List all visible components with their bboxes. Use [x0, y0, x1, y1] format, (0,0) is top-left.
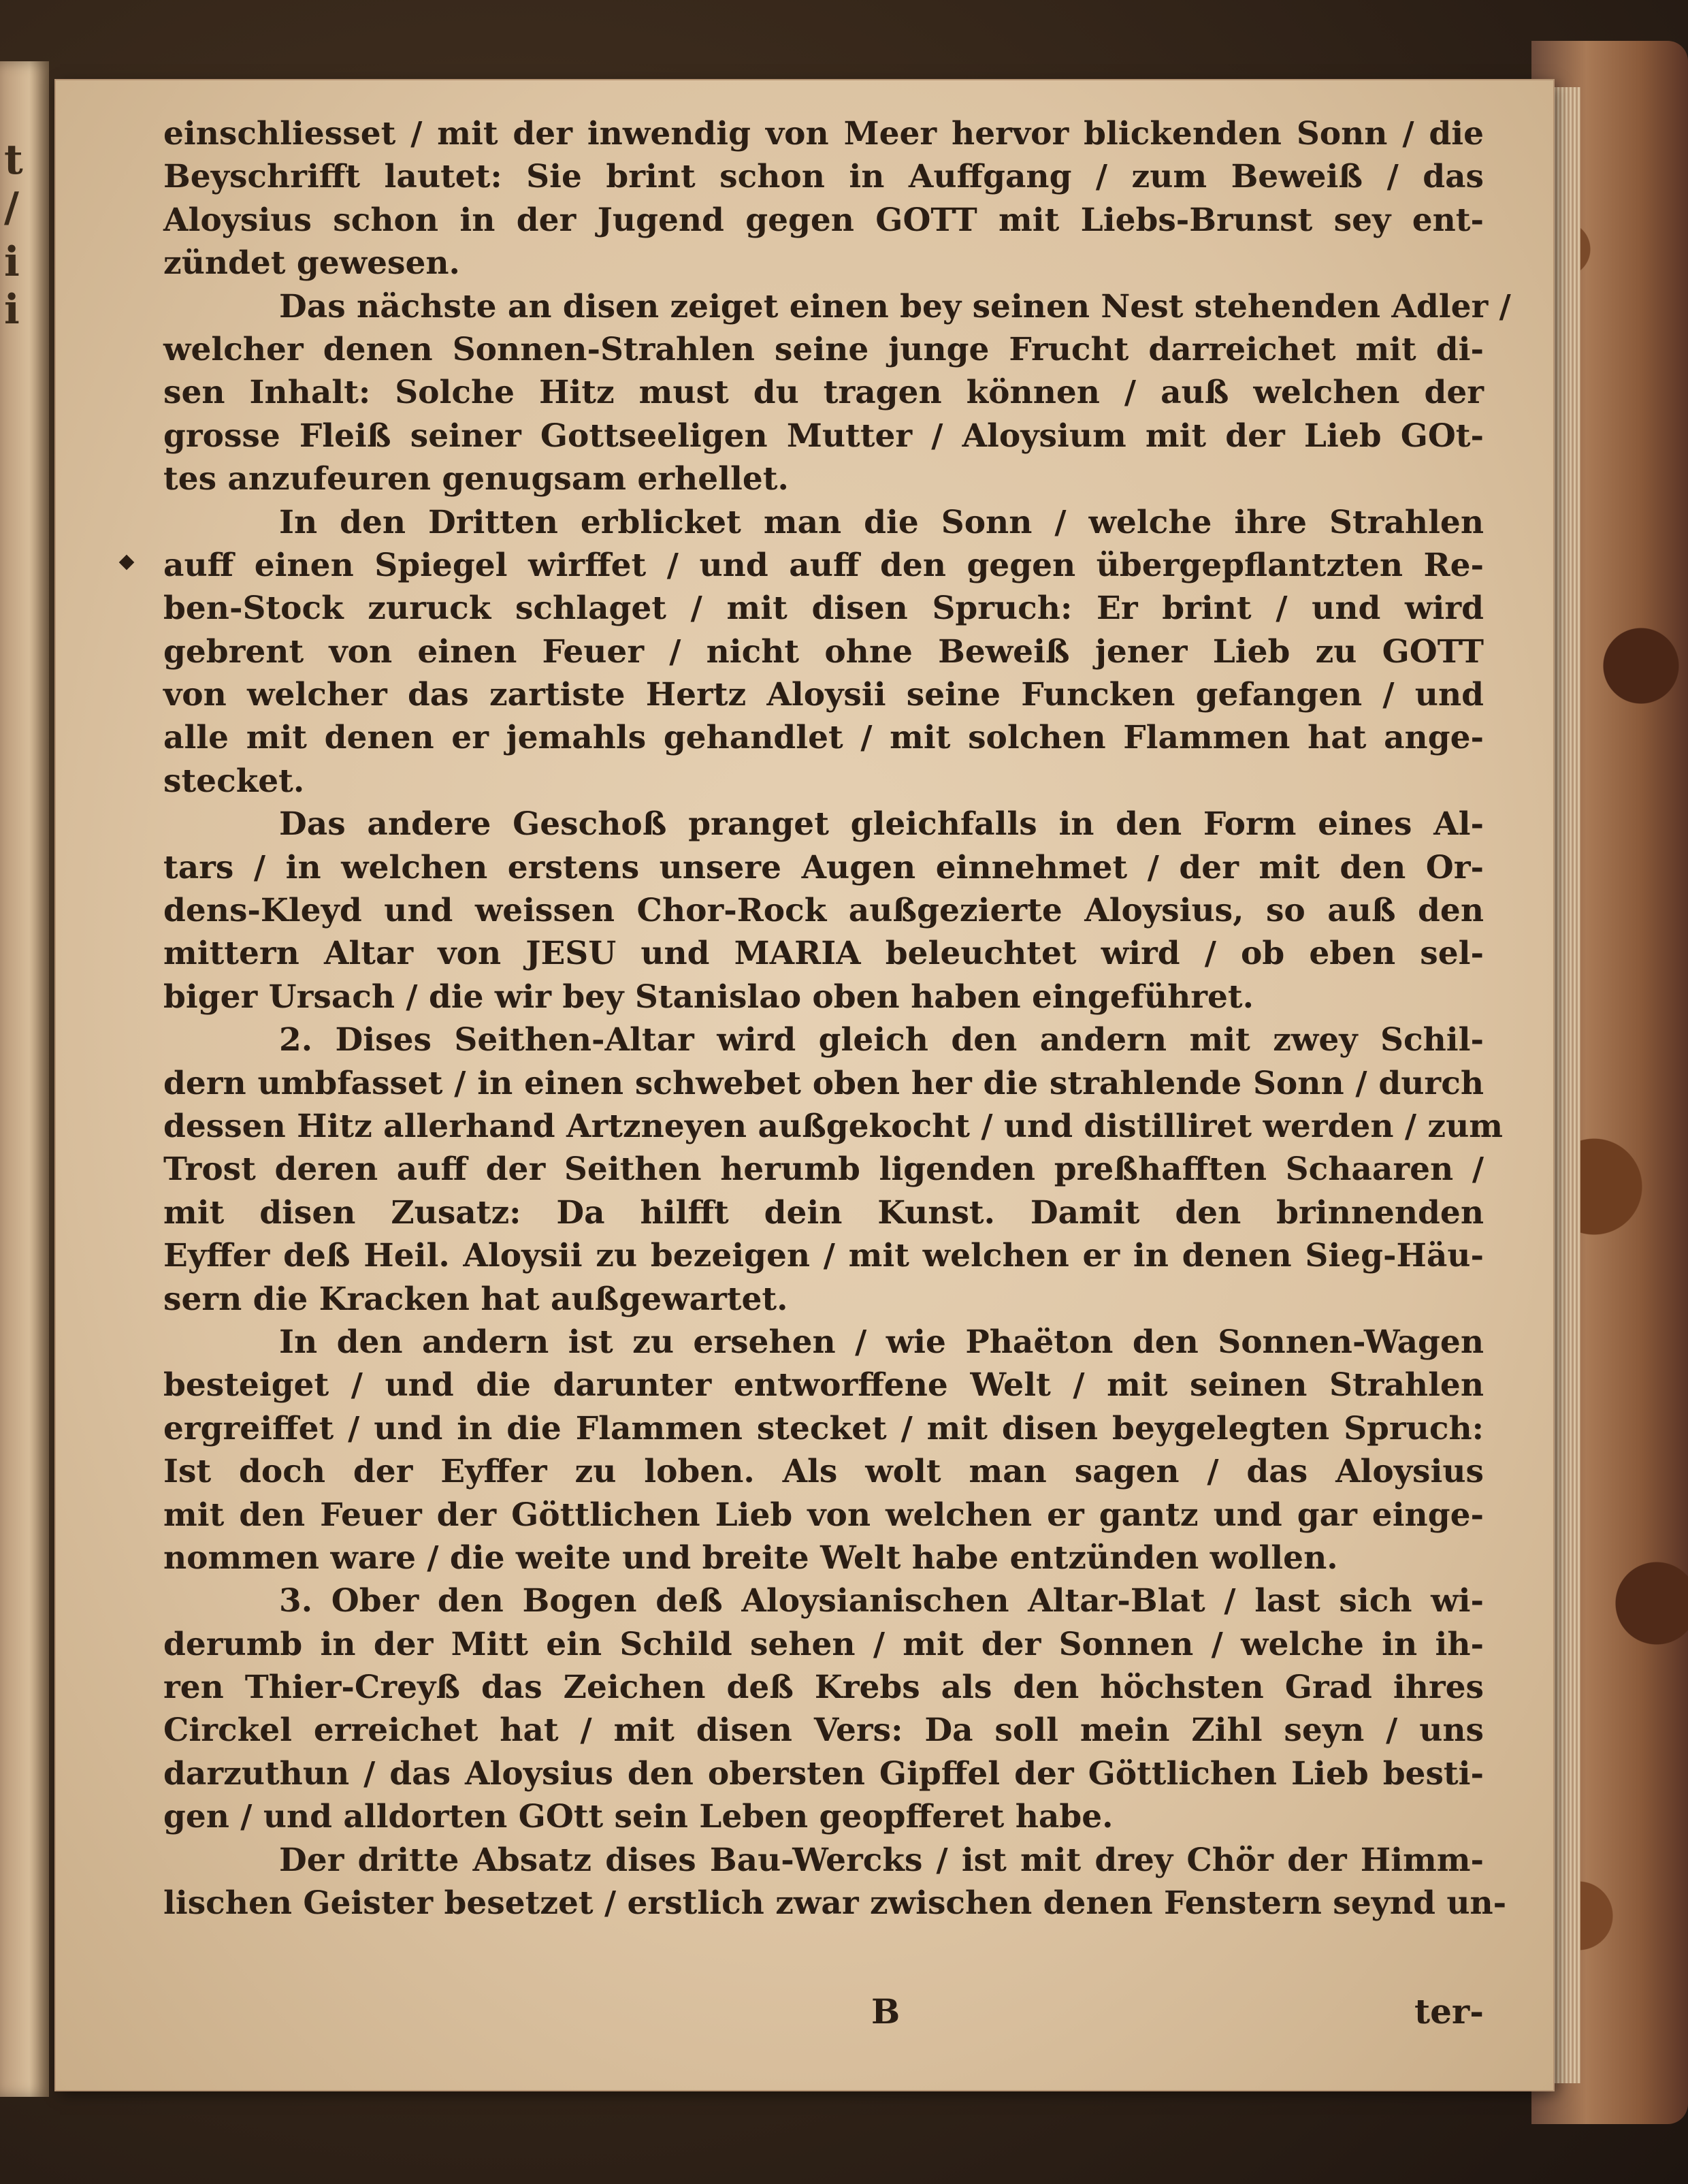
text-line: dern umbfasset / in einen schwebet oben her die strahlende Sonn / durch: [163, 1064, 1484, 1102]
text-line: besteiget / und die darunter entworffene Welt / mit seinen Strahlen: [163, 1366, 1484, 1404]
left-page-mark: t: [4, 136, 23, 184]
text-line: gen / und alldorten GOtt sein Leben geopfferet habe.: [163, 1798, 1114, 1836]
text-line: welcher denen Sonnen-Strahlen seine junge Frucht darreichet mit di-: [163, 330, 1484, 368]
catchword: ter-: [1414, 1991, 1484, 2032]
signature-mark: B: [871, 1991, 900, 2032]
text-line: sen Inhalt: Solche Hitz must du tragen können / auß welchen der: [163, 374, 1484, 412]
page-footer: [163, 1991, 1484, 2032]
text-line: Der dritte Absatz dises Bau-Wercks / ist mit drey Chör der Himm-: [279, 1841, 1484, 1879]
text-line: auff einen Spiegel wirffet / und auff den gegen übergepflantzten Re-: [163, 546, 1484, 584]
text-line: sern die Kracken hat außgewartet.: [163, 1280, 788, 1318]
text-line: dessen Hitz allerhand Artzneyen außgekocht / und distilliret werden / zum: [163, 1107, 1504, 1145]
text-line: ergreiffet / und in die Flammen stecket / mit disen beygelegten Spruch:: [163, 1409, 1484, 1447]
text-line: derumb in der Mitt ein Schild sehen / mit der Sonnen / welche in ih-: [163, 1625, 1484, 1663]
text-line: tes anzufeuren genugsam erhellet.: [163, 460, 789, 498]
left-page-mark: i: [4, 286, 20, 334]
text-line: grosse Fleiß seiner Gottseeligen Mutter / Aloysium mit der Lieb GOt-: [163, 417, 1484, 455]
text-line: mit disen Zusatz: Da hilfft dein Kunst. Damit den brinnenden: [163, 1193, 1484, 1232]
text-line: Eyffer deß Heil. Aloysii zu bezeigen / mit welchen er in denen Sieg-Häu-: [163, 1237, 1484, 1275]
text-line: biger Ursach / die wir bey Stanislao oben haben eingeführet.: [163, 978, 1254, 1016]
text-line: nommen ware / die weite und breite Welt habe entzünden wollen.: [163, 1539, 1338, 1577]
text-line: Trost deren auff der Seithen herumb ligenden preßhafften Schaaren /: [163, 1151, 1484, 1189]
text-line: 2. Dises Seithen-Altar wird gleich den andern mit zwey Schil-: [279, 1021, 1484, 1059]
previous-page-edge: [0, 61, 49, 2097]
text-line: Das nächste an disen zeiget einen bey seinen Nest stehenden Adler /: [279, 287, 1511, 325]
text-line: darzuthun / das Aloysius den obersten Gipffel der Göttlichen Lieb besti-: [163, 1754, 1484, 1793]
text-line: dens-Kleyd und weissen Chor-Rock außgezierte Aloysius, so auß den: [163, 892, 1484, 930]
text-line: tars / in welchen erstens unsere Augen einnehmet / der mit den Or-: [163, 848, 1484, 886]
page-edges: [1553, 87, 1580, 2083]
text-line: lischen Geister besetzet / erstlich zwar zwischen denen Fenstern seynd un-: [163, 1884, 1507, 1923]
text-line: stecket.: [163, 762, 305, 800]
text-line: 3. Ober den Bogen deß Aloysianischen Altar-Blat / last sich wi-: [279, 1582, 1484, 1620]
text-line: einschliesset / mit der inwendig von Meer hervor blickenden Sonn / die: [163, 115, 1484, 152]
text-line: ben-Stock zuruck schlaget / mit disen Spruch: Er brint / und wird: [163, 590, 1484, 628]
text-line: Beyschrifft lautet: Sie brint schon in Auffgang / zum Beweiß / das: [163, 158, 1484, 196]
text-line: In den andern ist zu ersehen / wie Phaëton den Sonnen-Wagen: [279, 1323, 1484, 1361]
text-line: In den Dritten erblicket man die Sonn / welche ihre Strahlen: [279, 503, 1484, 541]
text-line: mittern Altar von JESU und MARIA beleuchtet wird / ob eben sel-: [163, 935, 1484, 973]
text-line: Circkel erreichet hat / mit disen Vers: Da soll mein Zihl seyn / uns: [163, 1712, 1484, 1750]
page-text: [163, 112, 1511, 1925]
text-line: Aloysius schon in der Jugend gegen GOTT mit Liebs-Brunst sey ent-: [163, 201, 1484, 239]
text-line: gebrent von einen Feuer / nicht ohne Beweiß jener Lieb zu GOTT: [163, 632, 1484, 671]
text-line: von welcher das zartiste Hertz Aloysii seine Funcken gefangen / und: [163, 676, 1484, 714]
text-line: zündet gewesen.: [163, 244, 460, 283]
text-line: Das andere Geschoß pranget gleichfalls in den Form eines Al-: [279, 805, 1484, 844]
text-line: Ist doch der Eyffer zu loben. Als wolt man sagen / das Aloysius: [163, 1453, 1484, 1491]
text-line: ren Thier-Creyß das Zeichen deß Krebs als den höchsten Grad ihres: [163, 1669, 1484, 1707]
left-page-mark: /: [4, 184, 19, 231]
text-line: alle mit denen er jemahls gehandlet / mit solchen Flammen hat ange-: [163, 719, 1484, 757]
text-line: mit den Feuer der Göttlichen Lieb von welchen er gantz und gar einge-: [163, 1496, 1484, 1534]
left-page-mark: i: [4, 238, 20, 286]
